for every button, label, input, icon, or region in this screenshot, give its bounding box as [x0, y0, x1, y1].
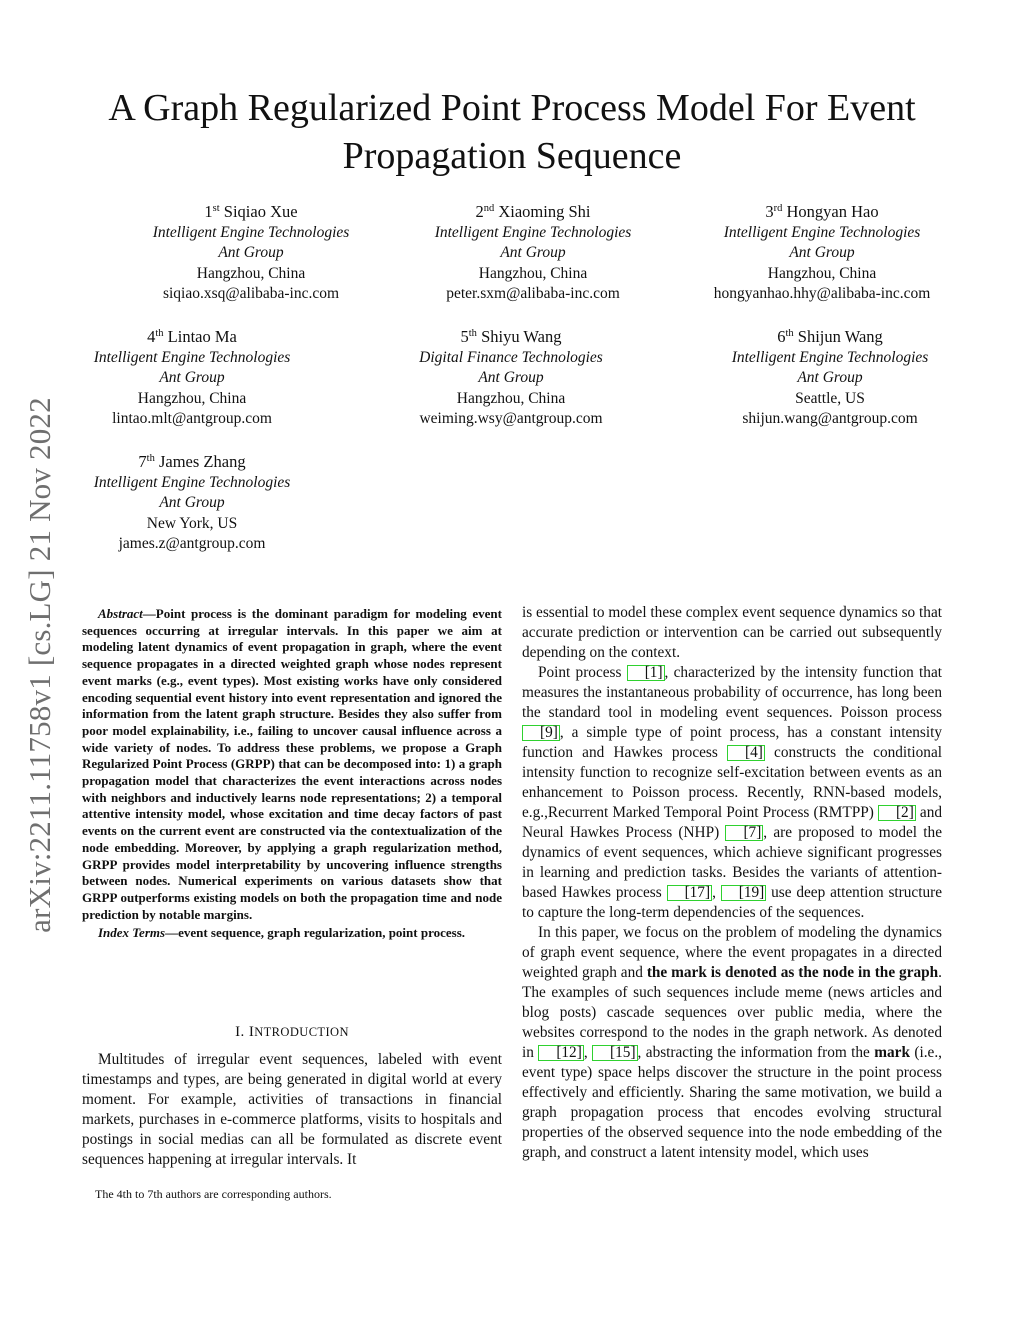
- author-affiliation: Digital Finance Technologies: [419, 348, 603, 366]
- author-affiliation: Intelligent Engine Technologies: [723, 223, 921, 241]
- paper-title: A Graph Regularized Point Process Model For Event Propagation Sequence: [108, 87, 916, 177]
- index-terms: Index Terms—event sequence, graph regularization, point process.: [98, 925, 466, 941]
- author-email: james.z@antgroup.com: [118, 535, 266, 553]
- author-org: Ant Group: [159, 369, 225, 387]
- author-location: Seattle, US: [795, 389, 865, 407]
- author-location: New York, US: [146, 514, 238, 532]
- intro-left-column: [82, 1050, 502, 1170]
- index-terms-text: event sequence, graph regularization, point process.: [178, 925, 466, 941]
- author-affiliation: Intelligent Engine Technologies: [731, 348, 929, 366]
- author-block: [42, 327, 342, 430]
- author-name: 6th Shijun Wang: [777, 327, 883, 346]
- bold-word: mark: [874, 1044, 910, 1061]
- author-email: peter.sxm@alibaba-inc.com: [446, 285, 620, 303]
- author-org: Ant Group: [789, 244, 855, 262]
- abstract-section: [82, 606, 502, 942]
- point-process-paragraph: Point process [1] , characterized by the intensity function that measures the instantaneous probability of occurrence, has long been the standard tool in modeling event sequences. Poisson process [9] , a simple type of point process, has a constant intensity function and Hawkes process [4] constructs the conditional intensity function to recognize self-excitation between events as an enhancement to Poisson process. Recently, RNN-based models, e.g.,Recurrent Marked Temporal Point Process (RMTPP) [2] and Neural Hawkes Process (NHP) [7] , are proposed to model the dynamics of event sequences, which achieve significant progresses in learning and prediction tasks. Besides the variants of attention-based Hawkes process [17] , [19] use deep attention structure to capture the long-term dependencies of the sequences.: [522, 664, 942, 921]
- citation-link[interactable]: [12]: [538, 1045, 584, 1061]
- author-name: 5th Shiyu Wang: [460, 327, 562, 346]
- abstract-label: Abstract: [98, 606, 143, 621]
- citation-link[interactable]: [7]: [725, 825, 763, 841]
- author-name: 4th Lintao Ma: [147, 327, 237, 346]
- focus-paragraph: In this paper, we focus on the problem of modeling the dynamics of graph event sequence, where the event propagates in a directed weighted graph and the mark is denoted as the node in the graph. The examples of such sequences include meme (news articles and blog posts) cascade sequences over public media, where the websites correspond to the nodes in the graph network. As denoted in [12] , [15] , abstracting the information from the mark (i.e., event type) space helps discover the structure in the point process effectively and efficiently. Sharing the same motivation, we build a graph propagation process that encodes evolving structural properties of the observed sequence into the node embedding of the graph, and construct a latent intensity model, which uses: [522, 924, 942, 1161]
- citation-link[interactable]: [4]: [727, 745, 765, 761]
- author-affiliation: Intelligent Engine Technologies: [93, 473, 291, 491]
- author-org: Ant Group: [159, 494, 225, 512]
- citation-link[interactable]: [2]: [878, 805, 916, 821]
- author-location: Hangzhou, China: [456, 389, 566, 407]
- author-email: lintao.mlt@antgroup.com: [112, 410, 272, 428]
- continued-paragraph: is essential to model these complex event sequence dynamics so that accurate prediction or intervention can be carried out subsequently depending on the context.: [522, 604, 942, 661]
- abstract-text: Point process is the dominant paradigm for modeling event sequences occurring at irregular intervals. In this paper we aim at modeling latent dynamics of event propagation in graph, where the event sequence propagates in a directed weighted graph whose nodes represent event marks (e.g., event types). Most existing works have only considered encoding sequential event history into event representation and ignored the information from the latent graph structure. Besides they also suffer from poor model explainability, i.e., failing to uncover causal influence across a wide variety of nodes. To address these problems, we propose a Graph Regularized Point Process (GRPP) that can be decomposed into: 1) a graph propagation model that characterizes the event interactions across nodes with neighbors and inductively learns node representations; 2) a temporal attentive intensity model, whose excitation and time decay factors of past events on the current event are constructed via the contextualization of the node embedding. Moreover, by applying a graph regularization method, GRPP provides model interpretability by uncovering influence strengths between nodes. Numerical experiments on various datasets show that GRPP outperforms existing models on both the propagation time and node prediction by notable margins.: [82, 606, 502, 922]
- author-name: 2nd Xiaoming Shi: [475, 202, 591, 221]
- intro-paragraph: Multitudes of irregular event sequences, labeled with event timestamps and types, are being generated in digital world at every moment. For example, activities of transactions in financial markets, purchases in e-commerce platforms, visits to hospitals and postings in social medias can all be formulated as discrete event sequences happening at irregular intervals. It: [82, 1051, 502, 1168]
- author-email: shijun.wang@antgroup.com: [742, 410, 918, 428]
- author-block: [383, 202, 683, 305]
- author-affiliation: Intelligent Engine Technologies: [434, 223, 632, 241]
- index-terms-label: Index Terms: [98, 925, 166, 941]
- author-name: 1st Siqiao Xue: [204, 202, 298, 221]
- citation-link[interactable]: [19]: [721, 885, 767, 901]
- section-heading: I. INTRODUCTION: [235, 1024, 349, 1040]
- author-org: Ant Group: [218, 244, 284, 262]
- bold-phrase: the mark is denoted as the node in the graph: [646, 964, 939, 981]
- author-email: weiming.wsy@antgroup.com: [419, 410, 603, 428]
- author-email: siqiao.xsq@alibaba-inc.com: [162, 285, 340, 303]
- footnote: The 4th to 7th authors are corresponding authors.: [95, 1187, 332, 1201]
- author-location: Hangzhou, China: [196, 264, 306, 282]
- author-block: [672, 202, 972, 305]
- author-location: Hangzhou, China: [478, 264, 588, 282]
- citation-link[interactable]: [1]: [627, 665, 665, 681]
- citation-link[interactable]: [15]: [592, 1045, 638, 1061]
- citation-link[interactable]: [9]: [522, 725, 560, 741]
- author-org: Ant Group: [500, 244, 566, 262]
- arxiv-identifier-text: arXiv:2211.11758v1 [cs.LG] 21 Nov 2022: [22, 397, 57, 933]
- author-org: Ant Group: [797, 369, 863, 387]
- author-affiliation: Intelligent Engine Technologies: [152, 223, 350, 241]
- author-org: Ant Group: [478, 369, 544, 387]
- author-block: [680, 327, 980, 430]
- author-name: 3rd Hongyan Hao: [765, 202, 879, 221]
- author-block: [361, 327, 661, 430]
- author-affiliation: Intelligent Engine Technologies: [93, 348, 291, 366]
- author-block: [101, 202, 401, 305]
- author-name: 7th James Zhang: [138, 452, 246, 471]
- abstract: Abstract—Point process is the dominant paradigm for modeling event sequences occurring at irregular intervals. In this paper we aim at modeling latent dynamics of event propagation in graph, where the event sequence propagates in a directed weighted graph whose nodes represent event marks (e.g., event types). Most existing works have only considered encoding sequential event history into event representation and ignored the information from the latent graph structure. Besides they also suffer from poor model explainability, i.e., failing to uncover causal influence across a wide variety of nodes. To address these problems, we propose a Graph Regularized Point Process (GRPP) that can be decomposed into: 1) a graph propagation model that characterizes the event interactions across nodes with neighbors and inductively learns node representations; 2) a temporal attentive intensity model, whose excitation and time decay factors of past events on the current event are constructed via the contextualization of the node embedding. Moreover, by applying a graph regularization method, GRPP provides model interpretability by uncovering influence strengths between nodes. Numerical experiments on various datasets show that GRPP outperforms existing models on both the propagation time and node prediction by notable margins.: [82, 606, 502, 922]
- author-location: Hangzhou, China: [137, 389, 247, 407]
- author-email: hongyanhao.hhy@alibaba-inc.com: [713, 285, 931, 303]
- right-column: [522, 603, 942, 1163]
- author-block: [42, 452, 342, 555]
- author-location: Hangzhou, China: [767, 264, 877, 282]
- citation-link[interactable]: [17]: [667, 885, 713, 901]
